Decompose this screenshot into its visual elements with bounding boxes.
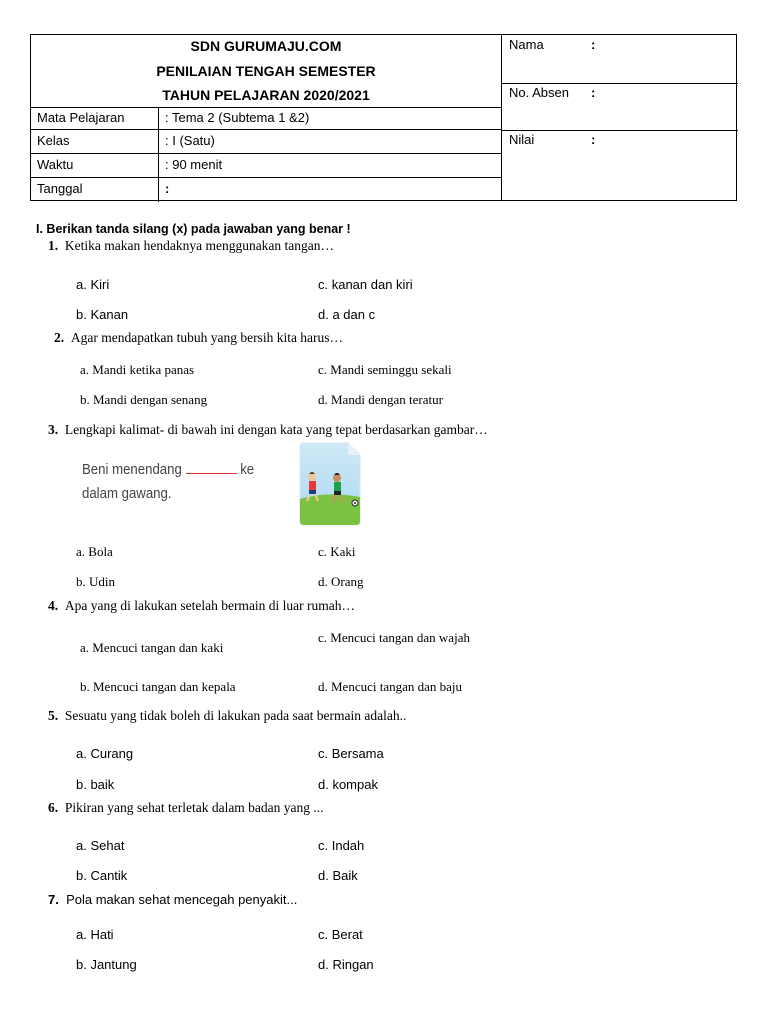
divider: [501, 83, 738, 84]
title-block: [31, 35, 501, 107]
question-number: 1.: [48, 238, 59, 253]
option-b[interactable]: b. Jantung: [76, 957, 137, 972]
option-a[interactable]: a. Curang: [76, 746, 134, 761]
sentence-part: Beni menendang: [82, 461, 182, 478]
question-5: [48, 708, 406, 724]
question-4: [48, 598, 355, 614]
option-c[interactable]: c. Mandi seminggu sekali: [318, 362, 452, 377]
date-value: :: [165, 181, 170, 196]
option-d[interactable]: d. a dan c: [318, 307, 376, 322]
option-a[interactable]: a. Sehat: [76, 838, 125, 853]
name-colon: :: [591, 37, 596, 52]
option-b[interactable]: b. Mencuci tangan dan kepala: [80, 679, 236, 694]
option-c[interactable]: c. Kaki: [318, 544, 356, 559]
sentence-part: ke: [240, 461, 255, 478]
score-colon: :: [591, 132, 596, 147]
question-number: 6.: [48, 800, 59, 815]
question-number: 5.: [48, 708, 59, 723]
option-d[interactable]: d. Baik: [318, 868, 358, 883]
option-d[interactable]: d. Ringan: [318, 957, 374, 972]
kids-playing-ball-illustration: [298, 441, 362, 527]
option-c[interactable]: c. Mencuci tangan dan wajah: [318, 630, 470, 645]
header-box: [30, 34, 737, 201]
score-label: Nilai: [509, 132, 535, 147]
question-2: [54, 330, 343, 346]
date-label: Tanggal: [37, 181, 83, 196]
section-instruction: I. Berikan tanda silang (x) pada jawaban yang benar !: [36, 222, 351, 236]
question-3: [48, 422, 488, 438]
header-left: [31, 35, 502, 200]
option-a[interactable]: a. Mandi ketika panas: [80, 362, 195, 377]
divider: [31, 153, 501, 154]
divider: [158, 107, 159, 202]
divider: [501, 130, 738, 131]
option-c[interactable]: c. Berat: [318, 927, 363, 942]
academic-year: TAHUN PELAJARAN 2020/2021: [162, 87, 370, 103]
question-number: 7.: [48, 892, 59, 907]
question-text: Ketika makan hendaknya menggunakan tangan…: [64, 238, 335, 253]
subject-label: Mata Pelajaran: [37, 110, 125, 125]
sentence-part: dalam gawang.: [82, 485, 172, 502]
option-d[interactable]: d. Orang: [318, 574, 364, 589]
class-label: Kelas: [37, 133, 70, 148]
option-d[interactable]: d. kompak: [318, 777, 378, 792]
option-c[interactable]: c. kanan dan kiri: [318, 277, 413, 292]
option-b[interactable]: b. Cantik: [76, 868, 128, 883]
option-a[interactable]: a. Hati: [76, 927, 114, 942]
question-7: [48, 892, 297, 907]
option-b[interactable]: b. Mandi dengan senang: [80, 392, 208, 407]
class-value: : I (Satu): [165, 133, 215, 148]
time-value: : 90 menit: [165, 157, 223, 172]
question-text: Agar mendapatkan tubuh yang bersih kita harus…: [70, 330, 344, 345]
question-1: [48, 238, 334, 254]
option-a[interactable]: a. Bola: [76, 544, 113, 559]
option-d[interactable]: d. Mandi dengan teratur: [318, 392, 443, 407]
exam-title: PENILAIAN TENGAH SEMESTER: [156, 63, 376, 79]
option-c[interactable]: c. Indah: [318, 838, 365, 853]
option-b[interactable]: b. Kanan: [76, 307, 129, 322]
name-label: Nama: [509, 37, 544, 52]
question-text: Pikiran yang sehat terletak dalam badan yang ...: [64, 800, 324, 815]
question-text: Pola makan sehat mencegah penyakit...: [66, 892, 298, 907]
question-number: 4.: [48, 598, 59, 613]
divider: [31, 177, 501, 178]
fill-in-sentence: [82, 458, 258, 528]
option-b[interactable]: b. baik: [76, 777, 115, 792]
question-6: [48, 800, 324, 816]
option-b[interactable]: b. Udin: [76, 574, 115, 589]
divider: [31, 107, 501, 108]
question-text: Sesuatu yang tidak boleh di lakukan pada saat bermain adalah..: [64, 708, 407, 723]
question-number: 2.: [54, 330, 65, 345]
time-label: Waktu: [37, 157, 74, 172]
absen-label: No. Absen: [509, 85, 569, 100]
subject-value: : Tema 2 (Subtema 1 &2): [165, 110, 310, 125]
question-text: Apa yang di lakukan setelah bermain di luar rumah…: [64, 598, 356, 613]
option-a[interactable]: a. Kiri: [76, 277, 110, 292]
answer-blank[interactable]: [185, 473, 236, 474]
school-name: SDN GURUMAJU.COM: [190, 38, 342, 54]
divider: [31, 129, 501, 130]
option-a[interactable]: a. Mencuci tangan dan kaki: [80, 640, 224, 655]
question-number: 3.: [48, 422, 59, 437]
question-text: Lengkapi kalimat- di bawah ini dengan kata yang tepat berdasarkan gambar…: [64, 422, 488, 437]
absen-colon: :: [591, 85, 596, 100]
option-c[interactable]: c. Bersama: [318, 746, 384, 761]
option-d[interactable]: d. Mencuci tangan dan baju: [318, 679, 463, 694]
